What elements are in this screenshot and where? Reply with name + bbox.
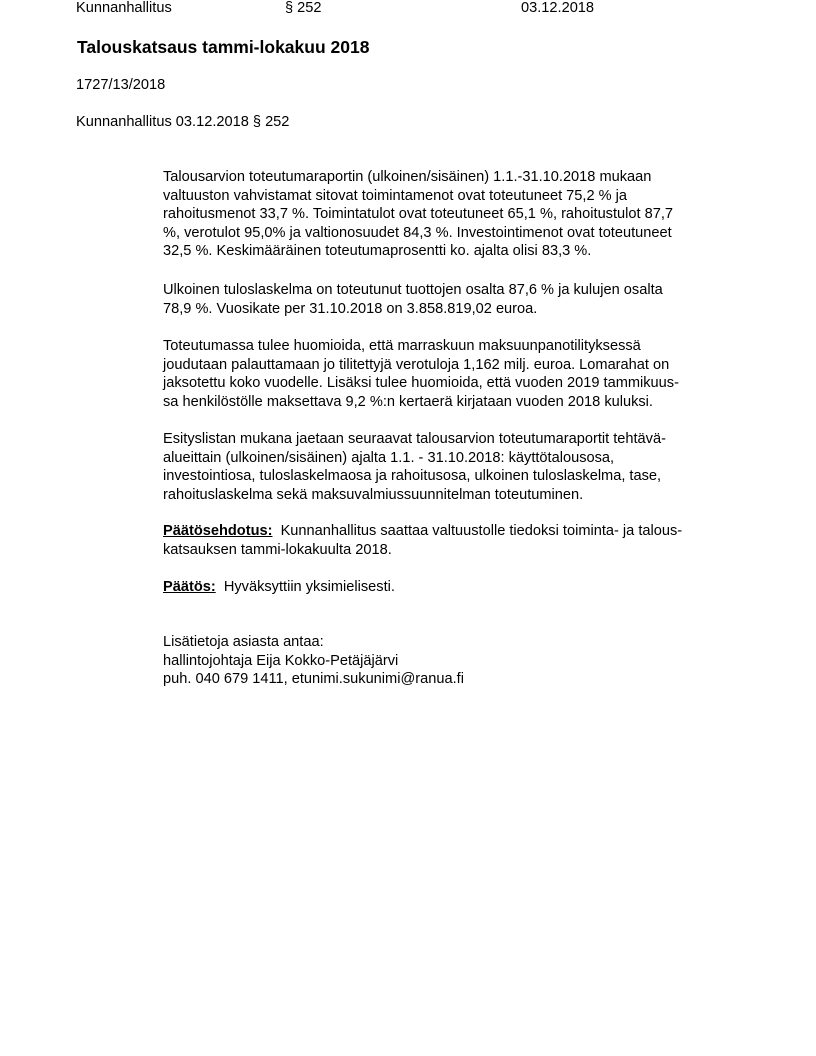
proposal (163, 522, 682, 559)
decision-text: Hyväksyttiin yksimielisesti. (223, 579, 395, 595)
text-line: puh. 040 679 1411, etunimi.sukunimi@ranua.fi (163, 671, 464, 687)
contact-info (163, 633, 464, 689)
text-line: rahoitusmenot 33,7 %. Toimintatulot ovat toteutuneet 65,1 %, rahoitustulot 87,7 (163, 206, 674, 222)
text-line: 78,9 %. Vuosikate per 31.10.2018 on 3.858.819,02 euroa. (163, 300, 538, 317)
text-line: Ulkoinen tuloslaskelma on toteutunut tuottojen osalta 87,6 % ja kulujen osalta (163, 282, 663, 298)
paragraph-notes (163, 337, 679, 411)
text-line: rahoituslaskelma sekä maksuvalmiussuunnitelman toteutuminen. (163, 486, 584, 503)
paragraph-income-statement (163, 281, 663, 318)
decision-label: Päätös: (163, 579, 216, 595)
text-line: valtuuston vahvistamat sitovat toimintamenot ovat toteutuneet 75,2 % ja (163, 187, 628, 204)
proposal-label: Päätösehdotus: (163, 523, 273, 539)
proposal-text: Kunnanhallitus saattaa valtuustolle tiedoksi toiminta- ja talous- (280, 523, 683, 539)
text-line: Lisätietoja asiasta antaa: (163, 634, 324, 650)
text-line: 32,5 %. Keskimääräinen toteutumaprosentti ko. ajalta olisi 83,3 %. (163, 243, 592, 259)
decision (163, 578, 395, 597)
document-title: Talouskatsaus tammi-lokakuu 2018 (77, 37, 370, 57)
meeting-reference: Kunnanhallitus 03.12.2018 § 252 (76, 114, 290, 130)
text-line: joudutaan palauttamaan jo tilitettyjä verotuloja 1,162 milj. euroa. Lomarahat on (163, 356, 670, 373)
text-line: Esityslistan mukana jaetaan seuraavat talousarvion toteutumaraportit tehtävä- (163, 431, 666, 447)
text-line: hallintojohtaja Eija Kokko-Petäjäjärvi (163, 652, 399, 669)
text-line: jaksotettu koko vuodelle. Lisäksi tulee huomioida, että vuoden 2019 tammikuus- (163, 375, 679, 391)
header-section: § 252 (285, 0, 322, 16)
record-number: 1727/13/2018 (76, 77, 166, 93)
proposal-line (163, 522, 682, 541)
proposal-line: katsauksen tammi-lokakuulta 2018. (163, 541, 392, 558)
text-line: %, verotulot 95,0% ja valtionosuudet 84,3 %. Investointimenot ovat toteutuneet (163, 224, 672, 241)
decision-line (163, 578, 395, 597)
header-body: Kunnanhallitus (76, 0, 172, 16)
text-line: alueittain (ulkoinen/sisäinen) ajalta 1.1. - 31.10.2018: käyttötalousosa, (163, 449, 615, 466)
paragraph-reports (163, 430, 666, 504)
header-date: 03.12.2018 (521, 0, 595, 16)
text-line: Talousarvion toteutumaraportin (ulkoinen/sisäinen) 1.1.-31.10.2018 mukaan (163, 169, 652, 185)
text-line: sa henkilöstölle maksettava 9,2 %:n kertaerä kirjataan vuoden 2018 kuluksi. (163, 393, 653, 410)
text-line: investointiosa, tuloslaskelmaosa ja rahoitusosa, ulkoinen tuloslaskelma, tase, (163, 468, 662, 484)
text-line: Toteutumassa tulee huomioida, että marraskuun maksuunpanotilityksessä (163, 338, 641, 354)
paragraph-budget (163, 168, 673, 261)
